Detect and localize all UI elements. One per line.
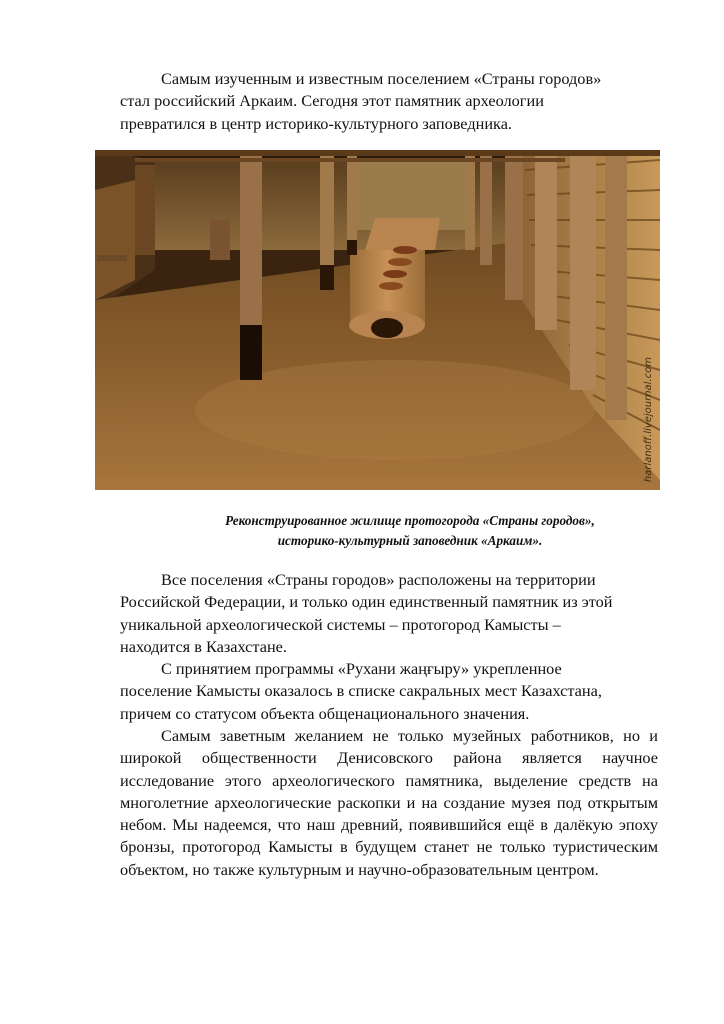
intro-line-3: превратился в центр историко-культурного заповедника. xyxy=(120,113,512,133)
intro-line-1: Самым изученным и известным поселением «Страны городов» xyxy=(161,69,602,88)
paragraph-program xyxy=(120,658,658,725)
dwelling-photo xyxy=(95,150,660,490)
paragraph-settlements xyxy=(120,569,658,658)
p3-line-3: причем со статусом объекта общенационального значения. xyxy=(120,703,530,723)
paragraph-wish: Самым заветным желанием не только музейных работников, но и широкой общественности Денисовского района является научное исследование этого археологического памятника, выделение средств на многолетние археологические раскопки и на создание музея под открытым небом. Мы надеемся, что наш древний, появившийся ещё в далёкую эпоху бронзы, протогород Камысты в будущем станет не только туристическим объектом, но также культурным и научно-образовательным центром. xyxy=(120,726,658,879)
p2-line-3: уникальной археологической системы – протогород Камысты – xyxy=(120,614,561,634)
p2-line-1: Все поселения «Страны городов» расположены на территории xyxy=(161,570,596,589)
p2-line-4: находится в Казахстане. xyxy=(120,636,287,656)
dwelling-illustration xyxy=(95,150,660,490)
caption-line-2: историко-культурный заповедник «Аркаим». xyxy=(277,533,543,548)
photo-watermark: harlanoff.livejournal.com xyxy=(643,356,654,482)
intro-paragraph xyxy=(120,68,658,135)
p3-line-1: С принятием программы «Рухани жаңғыру» укрепленное xyxy=(161,659,562,678)
p2-line-2: Российской Федерации, и только один единственный памятник из этой xyxy=(120,592,613,612)
p3-line-2: поселение Камысты оказалось в списке сакральных мест Казахстана, xyxy=(120,681,602,701)
photo-caption xyxy=(190,511,630,551)
intro-line-2: стал российский Аркаим. Сегодня этот памятник археологии xyxy=(120,91,544,111)
caption-line-1: Реконструированное жилище протогорода «Страны городов», xyxy=(225,513,595,528)
